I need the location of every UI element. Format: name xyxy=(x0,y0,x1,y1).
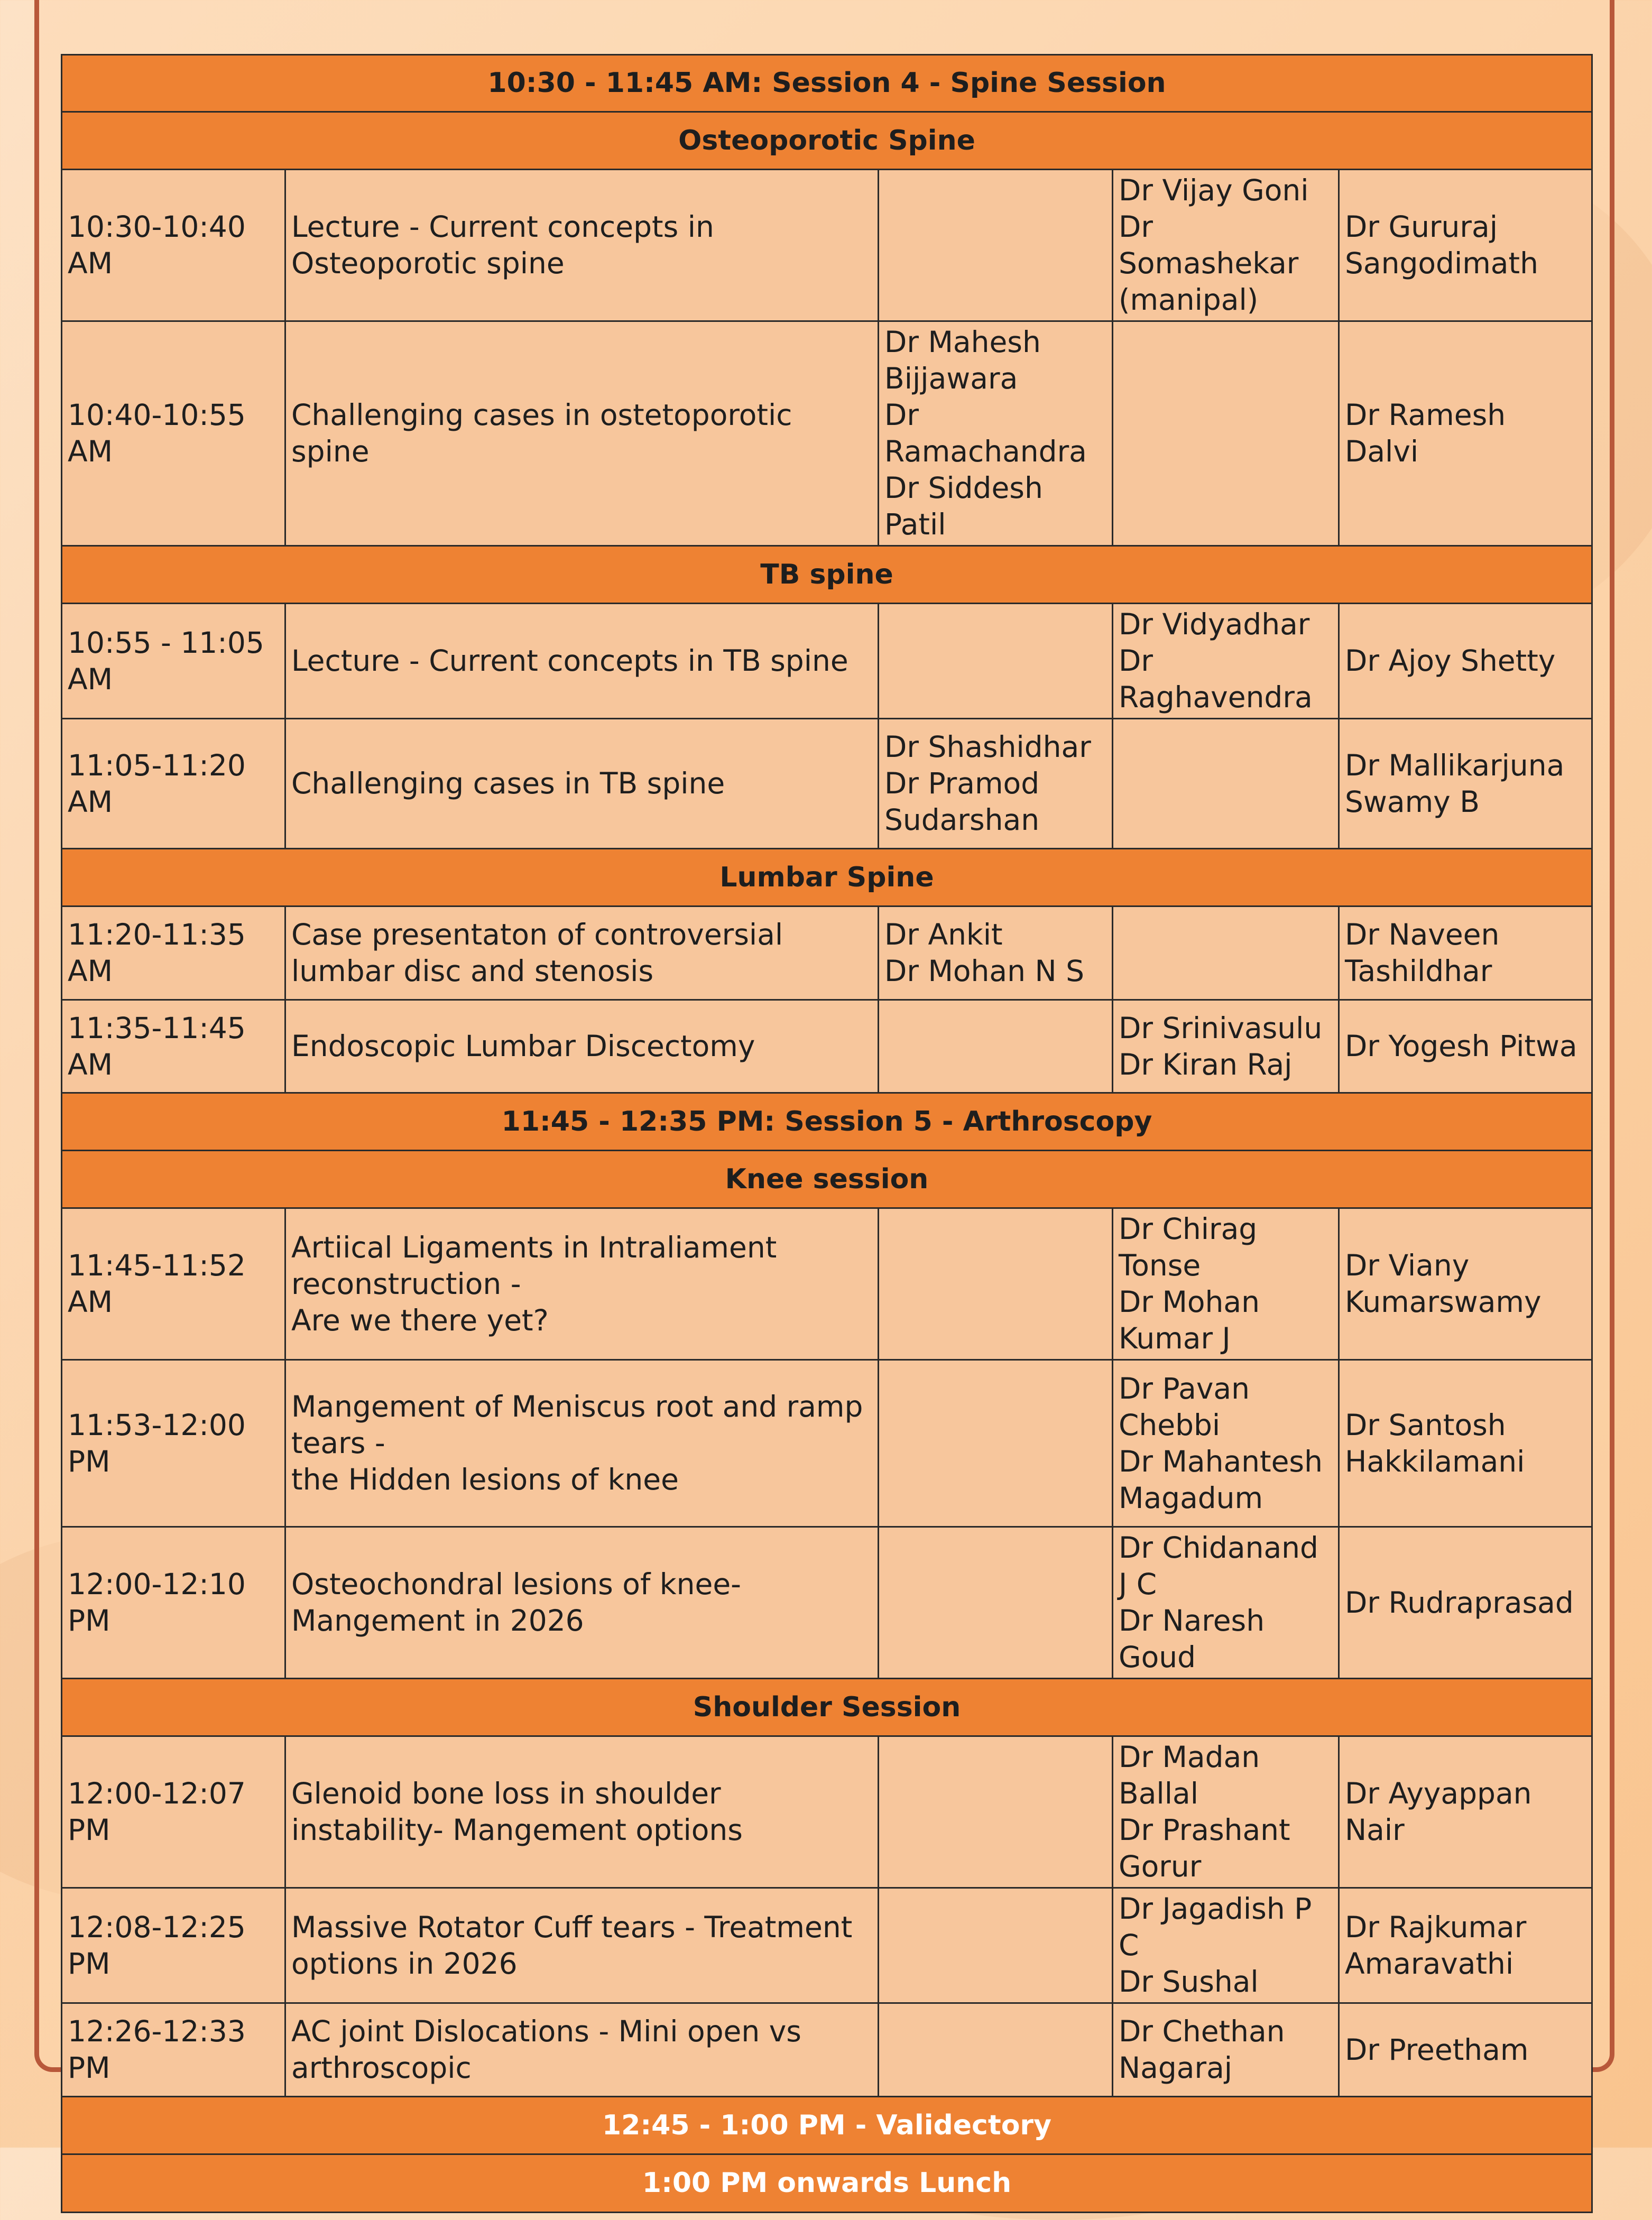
moderator-cell: Dr Viany Kumarswamy xyxy=(1339,1208,1592,1360)
validectory-label: 12:45 - 1:00 PM - Validectory xyxy=(62,2097,1592,2154)
time-cell: 11:53-12:00 PM xyxy=(62,1360,285,1527)
table-row xyxy=(62,1888,1592,2003)
time-cell: 11:20-11:35 AM xyxy=(62,906,285,1000)
speakers-cell xyxy=(879,1000,1113,1093)
session-5-title: 11:45 - 12:35 PM: Session 5 - Arthroscopy xyxy=(62,1093,1592,1151)
topic-cell: Lecture - Current concepts in TB spine xyxy=(285,604,879,719)
time-cell: 11:45-11:52 AM xyxy=(62,1208,285,1360)
table-row xyxy=(62,1360,1592,1527)
panel-cell: Dr Vidyadhar Dr Raghavendra xyxy=(1113,604,1339,719)
topic-cell: AC joint Dislocations - Mini open vs arthroscopic xyxy=(285,2003,879,2097)
speakers-cell xyxy=(879,1736,1113,1888)
panel-cell xyxy=(1113,321,1339,546)
panel-cell: Dr Vijay Goni Dr Somashekar (manipal) xyxy=(1113,170,1339,321)
topic-cell: Mangement of Meniscus root and ramp tears - the Hidden lesions of knee xyxy=(285,1360,879,1527)
moderator-cell: Dr Mallikarjuna Swamy B xyxy=(1339,719,1592,849)
table-row xyxy=(62,1736,1592,1888)
moderator-cell: Dr Yogesh Pitwa xyxy=(1339,1000,1592,1093)
section-lumbar-spine: Lumbar Spine xyxy=(62,849,1592,906)
moderator-cell: Dr Gururaj Sangodimath xyxy=(1339,170,1592,321)
section-knee-session: Knee session xyxy=(62,1151,1592,1208)
panel-cell: Dr Srinivasulu Dr Kiran Raj xyxy=(1113,1000,1339,1093)
topic-cell: Glenoid bone loss in shoulder instability- Mangement options xyxy=(285,1736,879,1888)
speakers-cell xyxy=(879,170,1113,321)
speakers-cell: Dr Mahesh Bijjawara Dr Ramachandra Dr Siddesh Patil xyxy=(879,321,1113,546)
table-row xyxy=(62,321,1592,546)
topic-cell: Case presentaton of controversial lumbar disc and stenosis xyxy=(285,906,879,1000)
speakers-cell: Dr Ankit Dr Mohan N S xyxy=(879,906,1113,1000)
section-header xyxy=(62,1679,1592,1736)
panel-cell: Dr Chethan Nagaraj xyxy=(1113,2003,1339,2097)
speakers-cell xyxy=(879,1527,1113,1679)
section-header xyxy=(62,1151,1592,1208)
session-4-title: 10:30 - 11:45 AM: Session 4 - Spine Session xyxy=(62,55,1592,112)
panel-cell: Dr Chirag Tonse Dr Mohan Kumar J xyxy=(1113,1208,1339,1360)
time-cell: 12:26-12:33 PM xyxy=(62,2003,285,2097)
table-row xyxy=(62,170,1592,321)
topic-cell: Artiical Ligaments in Intraliament reconstruction - Are we there yet? xyxy=(285,1208,879,1360)
table-row xyxy=(62,2003,1592,2097)
time-cell: 10:30-10:40 AM xyxy=(62,170,285,321)
panel-cell xyxy=(1113,906,1339,1000)
moderator-cell: Dr Ramesh Dalvi xyxy=(1339,321,1592,546)
panel-cell xyxy=(1113,719,1339,849)
time-cell: 11:05-11:20 AM xyxy=(62,719,285,849)
topic-cell: Endoscopic Lumbar Discectomy xyxy=(285,1000,879,1093)
time-cell: 10:40-10:55 AM xyxy=(62,321,285,546)
panel-cell: Dr Jagadish P C Dr Sushal xyxy=(1113,1888,1339,2003)
section-shoulder-session: Shoulder Session xyxy=(62,1679,1592,1736)
moderator-cell: Dr Santosh Hakkilamani xyxy=(1339,1360,1592,1527)
moderator-cell: Dr Ajoy Shetty xyxy=(1339,604,1592,719)
lunch-label: 1:00 PM onwards Lunch xyxy=(62,2154,1592,2213)
time-cell: 12:00-12:10 PM xyxy=(62,1527,285,1679)
speakers-cell xyxy=(879,1888,1113,2003)
speakers-cell xyxy=(879,1360,1113,1527)
panel-cell: Dr Madan Ballal Dr Prashant Gorur xyxy=(1113,1736,1339,1888)
table-row xyxy=(62,1208,1592,1360)
moderator-cell: Dr Naveen Tashildhar xyxy=(1339,906,1592,1000)
topic-cell: Challenging cases in TB spine xyxy=(285,719,879,849)
moderator-cell: Dr Preetham xyxy=(1339,2003,1592,2097)
time-cell: 11:35-11:45 AM xyxy=(62,1000,285,1093)
time-cell: 10:55 - 11:05 AM xyxy=(62,604,285,719)
topic-cell: Massive Rotator Cuff tears - Treatment options in 2026 xyxy=(285,1888,879,2003)
time-cell: 12:00-12:07 PM xyxy=(62,1736,285,1888)
section-header xyxy=(62,849,1592,906)
moderator-cell: Dr Ayyappan Nair xyxy=(1339,1736,1592,1888)
closing-row xyxy=(62,2154,1592,2213)
table-row xyxy=(62,906,1592,1000)
session-header xyxy=(62,1093,1592,1151)
topic-cell: Challenging cases in ostetoporotic spine xyxy=(285,321,879,546)
topic-cell: Lecture - Current concepts in Osteoporotic spine xyxy=(285,170,879,321)
closing-row xyxy=(62,2097,1592,2154)
section-header xyxy=(62,546,1592,604)
speakers-cell: Dr Shashidhar Dr Pramod Sudarshan xyxy=(879,719,1113,849)
speakers-cell xyxy=(879,1208,1113,1360)
table-row xyxy=(62,1000,1592,1093)
table-row xyxy=(62,719,1592,849)
speakers-cell xyxy=(879,2003,1113,2097)
time-cell: 12:08-12:25 PM xyxy=(62,1888,285,2003)
session-header xyxy=(62,55,1592,112)
section-header xyxy=(62,112,1592,170)
schedule-table xyxy=(61,54,1593,2213)
moderator-cell: Dr Rudraprasad xyxy=(1339,1527,1592,1679)
section-osteoporotic-spine: Osteoporotic Spine xyxy=(62,112,1592,170)
speakers-cell xyxy=(879,604,1113,719)
panel-cell: Dr Chidanand J C Dr Naresh Goud xyxy=(1113,1527,1339,1679)
moderator-cell: Dr Rajkumar Amaravathi xyxy=(1339,1888,1592,2003)
topic-cell: Osteochondral lesions of knee- Mangement in 2026 xyxy=(285,1527,879,1679)
table-row xyxy=(62,1527,1592,1679)
table-row xyxy=(62,604,1592,719)
panel-cell: Dr Pavan Chebbi Dr Mahantesh Magadum xyxy=(1113,1360,1339,1527)
section-tb-spine: TB spine xyxy=(62,546,1592,604)
